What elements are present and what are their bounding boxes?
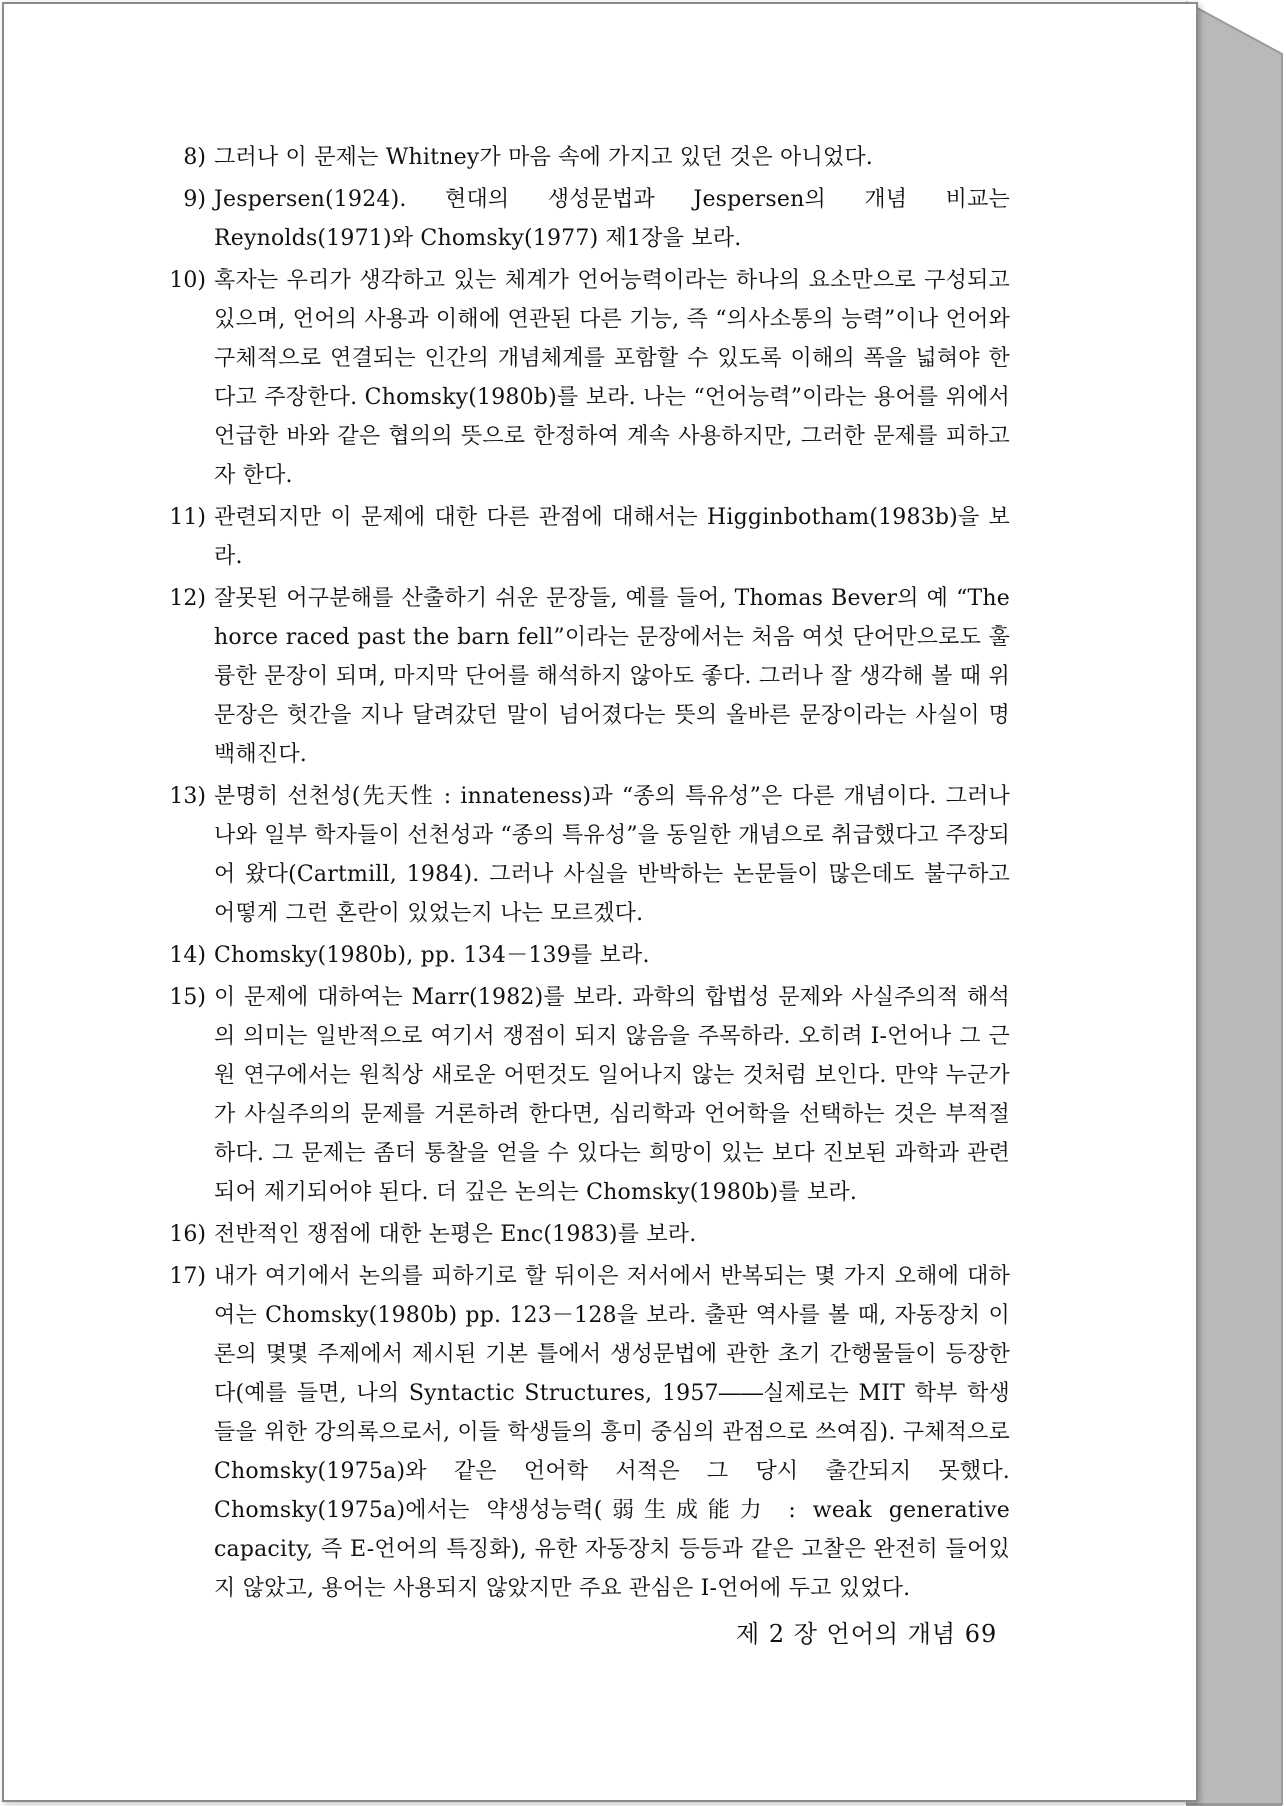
endnote-number: 16) (169, 1222, 206, 1247)
endnote (168, 138, 1010, 177)
endnote-text: Chomsky(1980b), pp. 134－139를 보라. (214, 943, 650, 968)
endnote-text: 잘못된 어구분해를 산출하기 쉬운 문장들, 예를 들어, Thomas Bever의 예 “The horce raced past the barn fell”이라는 문장에서는 처음 여섯 단어만으로도 훌륭한 문장이 되며, 마지막 단어를 해석하지 않아도 좋다. 그러나 잘 생각해 볼 때 위 문장은 헛간을 지나 달려갔던 말이 넘어졌다는 뜻의 올바른 문장이라는 사실이 명백해진다. (214, 586, 1010, 767)
endnote (168, 579, 1010, 774)
endnote (168, 498, 1010, 576)
endnote-number: 14) (169, 943, 206, 968)
endnote-text: Jespersen(1924). 현대의 생성문법과 Jespersen의 개념 비교는 Reynolds(1971)와 Chomsky(1977) 제1장을 보라. (214, 187, 1010, 251)
endnote (168, 1257, 1010, 1608)
endnote-number: 11) (169, 505, 206, 530)
running-footer: 제 2 장 언어의 개념 69 (736, 1620, 998, 1648)
book-spine (1186, 0, 1286, 1806)
endnote (168, 1215, 1010, 1254)
endnote-number: 12) (169, 586, 206, 611)
endnote-number: 10) (169, 268, 206, 293)
endnotes (168, 138, 1010, 1611)
endnote-number: 17) (169, 1264, 206, 1289)
endnote (168, 936, 1010, 975)
endnote-text: 전반적인 쟁점에 대한 논평은 Enc(1983)를 보라. (214, 1222, 697, 1247)
endnote (168, 261, 1010, 495)
endnote (168, 978, 1010, 1212)
endnote-number: 13) (169, 784, 206, 809)
endnote-text: 이 문제에 대하여는 Marr(1982)를 보라. 과학의 합법성 문제와 사실주의적 해석의 의미는 일반적으로 여기서 쟁점이 되지 않음을 주목하라. 오히려 I-언어나 그 근원 연구에서는 원칙상 새로운 어떤것도 일어나지 않는 것처럼 보인다. 만약 누군가가 사실주의의 문제를 거론하려 한다면, 심리학과 언어학을 선택하는 것은 부적절하다. 그 문제는 좀더 통찰을 얻을 수 있다는 희망이 있는 보다 진보된 과학과 관련되어 제기되어야 된다. 더 깊은 논의는 Chomsky(1980b)를 보라. (214, 985, 1010, 1205)
endnote-text: 혹자는 우리가 생각하고 있는 체계가 언어능력이라는 하나의 요소만으로 구성되고 있으며, 언어의 사용과 이해에 연관된 다른 기능, 즉 “의사소통의 능력”이나 언어와 구체적으로 연결되는 인간의 개념체계를 포함할 수 있도록 이해의 폭을 넓혀야 한다고 주장한다. Chomsky(1980b)를 보라. 나는 “언어능력”이라는 용어를 위에서 언급한 바와 같은 협의의 뜻으로 한정하여 계속 사용하지만, 그러한 문제를 피하고자 한다. (214, 268, 1010, 488)
endnote-text: 분명히 선천성(先天性 : innateness)과 “종의 특유성”은 다른 개념이다. 그러나 나와 일부 학자들이 선천성과 “종의 특유성”을 동일한 개념으로 취급했다고 주장되어 왔다(Cartmill, 1984). 그러나 사실을 반박하는 논문들이 많은데도 불구하고 어떻게 그런 혼란이 있었는지 나는 모르겠다. (214, 784, 1010, 926)
endnote-number: 9) (183, 187, 206, 212)
endnote-text: 그러나 이 문제는 Whitney가 마음 속에 가지고 있던 것은 아니었다. (214, 145, 874, 170)
endnote-number: 15) (169, 985, 206, 1010)
endnote (168, 180, 1010, 258)
endnote (168, 777, 1010, 933)
endnote-text: 내가 여기에서 논의를 피하기로 할 뒤이은 저서에서 반복되는 몇 가지 오해에 대하여는 Chomsky(1980b) pp. 123－128을 보라. 출판 역사를 볼 때, 자동장치 이론의 몇몇 주제에서 제시된 기본 틀에서 생성문법에 관한 초기 간행물들이 등장한다(예를 들면, 나의 Syntactic Structures, 1957――실제로는 MIT 학부 학생들을 위한 강의록으로서, 이들 학생들의 흥미 중심의 관점으로 쓰여짐). 구체적으로 Chomsky(1975a)와 같은 언어학 서적은 그 당시 출간되지 못했다. Chomsky(1975a)에서는 약생성능력(弱生成能力 : weak generative capacity, 즉 E-언어의 특징화), 유한 자동장치 등등과 같은 고찰은 완전히 들어있지 않았고, 용어는 사용되지 않았지만 주요 관심은 I-언어에 두고 있었다. (214, 1264, 1010, 1601)
endnote-number: 8) (183, 145, 206, 170)
endnote-text: 관련되지만 이 문제에 대한 다른 관점에 대해서는 Higginbotham(1983b)을 보라. (214, 505, 1010, 569)
